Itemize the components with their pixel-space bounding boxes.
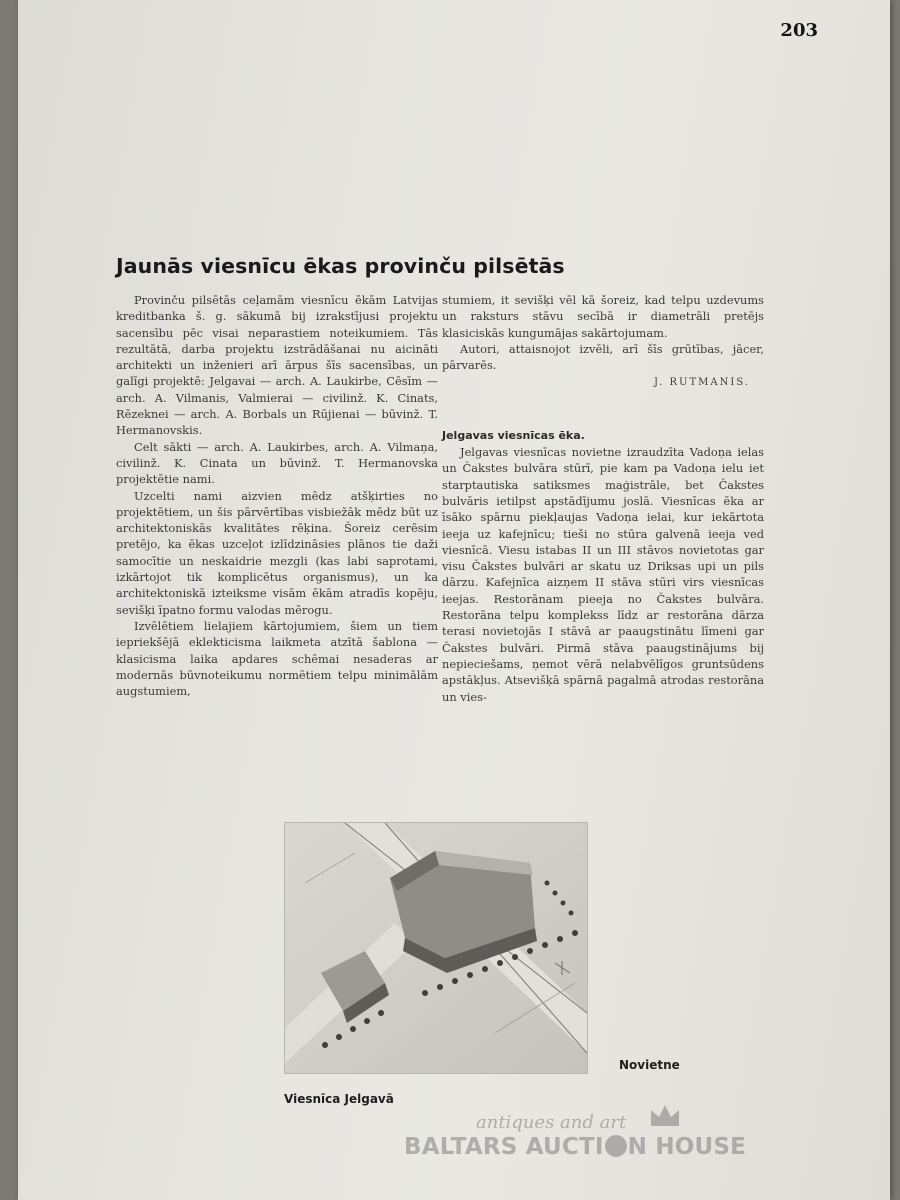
watermark-tagline: antiques and art [476,1112,627,1133]
paragraph: Uzcelti nami aizvien mēdz atšķirties no projektētiem, un šis pārvērtības visbiežāk mēdz būt uz architektoniskās kvalitātes rēķina. Šoreiz cerēsim pretējo, ka ēkas uzceļot izlīdzināsies plānos tie daži samocītie un neskaidrie mezgli (kas labi saprotami, izkārtojot tik komplicētus organismus), un ka architektoniskā izteiksme visām ēkām atradīs kopēju, sevišķi īpatno formu valodas mērogu. [116,488,438,617]
auction-house-watermark [404,1112,824,1172]
section-subheading: Jelgavas viesnīcas ēka. [442,428,585,442]
paragraph-continuation: stumiem, it sevišķi vēl kā šoreiz, kad telpu uzdevums un raksturs stāvu secībā ir diametrāli pretējs klasiciskās kungumājas sakārtojumam. [442,293,764,340]
author-signature: J. RUTMANIS. [653,377,750,389]
watermark-name-part2: N HOUSE [627,1134,747,1160]
figure-caption-right: Novietne [619,1058,680,1072]
paragraph: Autori, attaisnojot izvēli, arī šīs grūtības, jācer, pārvarēs. [442,341,764,373]
site-plan-drawing [284,822,588,1074]
right-text-column [442,292,764,705]
document-page [18,0,890,1200]
watermark-name-part1: BALTARS AUCTI [404,1134,604,1160]
article-headline: Jaunās viesnīcu ēkas provinču pilsētās [116,254,565,278]
paragraph: Celt sākti — arch. A. Laukirbes, arch. A. Vilmaņa, civilinž. K. Cinata un būvinž. T. Hermanovska projektētie nami. [116,439,438,487]
page-number: 203 [780,20,818,41]
paragraph: Izvēlētiem lielajiem kārtojumiem, šiem un tiem iepriekšējā eklekticisma laikmeta atzītā šablona — klasicisma laika apdares schēmai nesaderas ar modernās būvnoteikumu normētiem telpu minimālām augstumiem, [116,618,438,699]
paragraph: Provinču pilsētās ceļamām viesnīcu ēkām Latvijas kreditbanka š. g. sākumā bij izrakstījusi projektu sacensību pēc visai neparastiem noteikumiem. Tās rezultātā, darba projektu izstrādāšanai nu aicināti architekti un inženieri arī ārpus šīs sacensības, un galīgi projektē: Jelgavai — arch. A. Laukirbe, Cēsīm — arch. A. Vilmanis, Valmierai — civilinž. K. Cinats, Rēzeknei — arch. A. Borbals un Rūjienai — būvinž. T. Hermanovskis. [116,293,438,438]
figure-caption-left: Viesnīca Jelgavā [284,1092,394,1106]
left-text-column [116,292,438,699]
watermark-o-icon [605,1135,627,1157]
site-plan-illustration [285,823,587,1073]
paragraph: Jelgavas viesnīcas novietne izraudzīta Vadoņa ielas un Čakstes bulvāra stūrī, pie kam pa Vadoņa ielu iet starptautiska satiksmes maģistrāle, bet Čakstes bulvāris ietilpst apstādījumu joslā. Viesnīcas ēka ar īsāko spārnu piekļaujas Vadoņa ielai, kur iekārtota ieeja uz kafejnīcu; tieši no stūra galvenā ieeja ved viesnīcā. Viesu istabas II un III stāvos novietotas gar visu Čakstes bulvāri ar skatu uz Driksas upi un pils dārzu. Kafejnīca aizņem II stāva stūri virs viesnīcas ieejas. Restorānam pieeja no Čakstes bulvāra. Restorāna telpu komplekss līdz ar restorāna dārza terasi novietojās I stāvā ar paaugstinātu līmeni gar Čakstes bulvāri. Pirmā stāva paaugstinājums bij nepieciešams, ņemot vērā nelabvēlīgos gruntsūdens apstākļus. Atsevišķā spārnā pagalmā atrodas restorāna un vies- [442,445,764,704]
watermark-name [404,1134,746,1160]
crown-icon [648,1102,682,1128]
